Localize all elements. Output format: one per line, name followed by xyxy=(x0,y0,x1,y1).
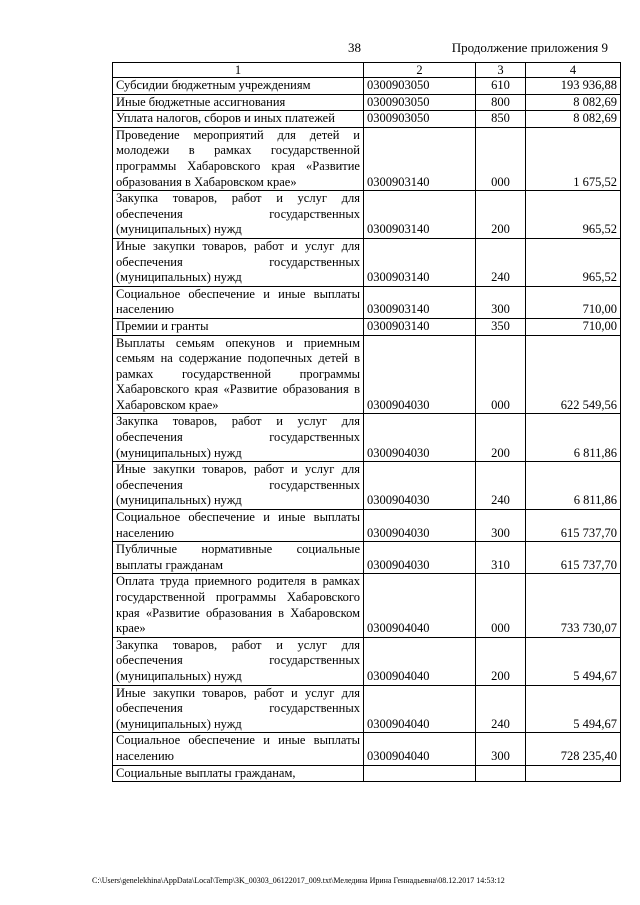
row-code xyxy=(364,765,476,782)
row-amount: 965,52 xyxy=(526,238,621,286)
row-type: 610 xyxy=(476,78,526,95)
row-name: Премии и гранты xyxy=(113,318,364,335)
row-type: 000 xyxy=(476,574,526,637)
row-name: Выплаты семьям опекунов и приемным семьям на содержание подопечных детей в рамках государственной программы Хабаровского края «Развитие образования в Хабаровском крае» xyxy=(113,335,364,414)
row-name: Закупка товаров, работ и услуг для обеспечения государственных (муниципальных) нужд xyxy=(113,191,364,239)
table-row xyxy=(113,78,621,95)
row-amount: 615 737,70 xyxy=(526,542,621,574)
row-amount: 710,00 xyxy=(526,318,621,335)
row-amount: 710,00 xyxy=(526,286,621,318)
row-name: Публичные нормативные социальные выплаты гражданам xyxy=(113,542,364,574)
row-amount: 728 235,40 xyxy=(526,733,621,765)
column-header-amount: 4 xyxy=(526,63,621,78)
column-header-code: 2 xyxy=(364,63,476,78)
row-code: 0300903140 xyxy=(364,238,476,286)
row-code: 0300903050 xyxy=(364,94,476,111)
row-code: 0300904040 xyxy=(364,574,476,637)
row-name: Закупка товаров, работ и услуг для обеспечения государственных (муниципальных) нужд xyxy=(113,637,364,685)
row-code: 0300904040 xyxy=(364,637,476,685)
table-row xyxy=(113,127,621,190)
row-code: 0300904040 xyxy=(364,733,476,765)
row-amount: 8 082,69 xyxy=(526,94,621,111)
table-row xyxy=(113,318,621,335)
page-number: 38 xyxy=(348,40,361,55)
table-row xyxy=(113,238,621,286)
table-header-row xyxy=(113,63,621,78)
row-amount xyxy=(526,765,621,782)
row-code: 0300904030 xyxy=(364,335,476,414)
row-amount: 6 811,86 xyxy=(526,414,621,462)
row-code: 0300903050 xyxy=(364,78,476,95)
continuation-label: Продолжение приложения 9 xyxy=(451,40,608,55)
row-amount: 615 737,70 xyxy=(526,510,621,542)
table-row xyxy=(113,510,621,542)
row-type: 800 xyxy=(476,94,526,111)
row-name: Социальное обеспечение и иные выплаты населению xyxy=(113,286,364,318)
row-type: 240 xyxy=(476,685,526,733)
row-name: Проведение мероприятий для детей и молодежи в рамках государственной программы Хабаровского края «Развитие образования в Хабаровском крае» xyxy=(113,127,364,190)
row-amount: 193 936,88 xyxy=(526,78,621,95)
table-row xyxy=(113,733,621,765)
row-code: 0300903140 xyxy=(364,286,476,318)
column-header-name: 1 xyxy=(113,63,364,78)
row-name: Субсидии бюджетным учреждениям xyxy=(113,78,364,95)
row-code: 0300903140 xyxy=(364,127,476,190)
row-name: Закупка товаров, работ и услуг для обеспечения государственных (муниципальных) нужд xyxy=(113,414,364,462)
row-name: Уплата налогов, сборов и иных платежей xyxy=(113,111,364,128)
row-amount: 622 549,56 xyxy=(526,335,621,414)
table-row xyxy=(113,765,621,782)
row-amount: 5 494,67 xyxy=(526,637,621,685)
table-row xyxy=(113,111,621,128)
table-row xyxy=(113,685,621,733)
row-type: 300 xyxy=(476,733,526,765)
table-row xyxy=(113,191,621,239)
row-type: 300 xyxy=(476,286,526,318)
row-type: 300 xyxy=(476,510,526,542)
row-name: Социальное обеспечение и иные выплаты населению xyxy=(113,733,364,765)
row-code: 0300903050 xyxy=(364,111,476,128)
row-code: 0300903140 xyxy=(364,318,476,335)
row-type: 850 xyxy=(476,111,526,128)
row-type: 350 xyxy=(476,318,526,335)
table-row xyxy=(113,542,621,574)
table-row xyxy=(113,286,621,318)
row-type: 200 xyxy=(476,191,526,239)
row-code: 0300904030 xyxy=(364,414,476,462)
table-row xyxy=(113,414,621,462)
row-type xyxy=(476,765,526,782)
row-amount: 8 082,69 xyxy=(526,111,621,128)
row-code: 0300904030 xyxy=(364,510,476,542)
table-row xyxy=(113,94,621,111)
table-row xyxy=(113,462,621,510)
row-amount: 965,52 xyxy=(526,191,621,239)
column-header-type: 3 xyxy=(476,63,526,78)
table-row xyxy=(113,637,621,685)
row-name: Социальные выплаты гражданам, xyxy=(113,765,364,782)
row-amount: 1 675,52 xyxy=(526,127,621,190)
row-code: 0300904040 xyxy=(364,685,476,733)
row-name: Иные бюджетные ассигнования xyxy=(113,94,364,111)
row-name: Иные закупки товаров, работ и услуг для обеспечения государственных (муниципальных) нужд xyxy=(113,685,364,733)
row-type: 000 xyxy=(476,335,526,414)
row-amount: 6 811,86 xyxy=(526,462,621,510)
row-name: Оплата труда приемного родителя в рамках государственной программы Хабаровского края «Развитие образования в Хабаровском крае» xyxy=(113,574,364,637)
row-amount: 733 730,07 xyxy=(526,574,621,637)
row-type: 000 xyxy=(476,127,526,190)
row-amount: 5 494,67 xyxy=(526,685,621,733)
row-type: 240 xyxy=(476,238,526,286)
file-path-footer: C:\Users\genelekhina\AppData\Local\Temp\3K_00303_06122017_009.txt\Меледина Ирина Геннадьевна\08.12.2017 14:53:12 xyxy=(92,876,505,885)
budget-table xyxy=(112,62,621,782)
table-row xyxy=(113,574,621,637)
row-name: Иные закупки товаров, работ и услуг для обеспечения государственных (муниципальных) нужд xyxy=(113,462,364,510)
row-code: 0300904030 xyxy=(364,542,476,574)
table-row xyxy=(113,335,621,414)
row-type: 200 xyxy=(476,637,526,685)
row-type: 200 xyxy=(476,414,526,462)
row-name: Иные закупки товаров, работ и услуг для обеспечения государственных (муниципальных) нужд xyxy=(113,238,364,286)
row-type: 310 xyxy=(476,542,526,574)
row-type: 240 xyxy=(476,462,526,510)
row-name: Социальное обеспечение и иные выплаты населению xyxy=(113,510,364,542)
row-code: 0300904030 xyxy=(364,462,476,510)
row-code: 0300903140 xyxy=(364,191,476,239)
